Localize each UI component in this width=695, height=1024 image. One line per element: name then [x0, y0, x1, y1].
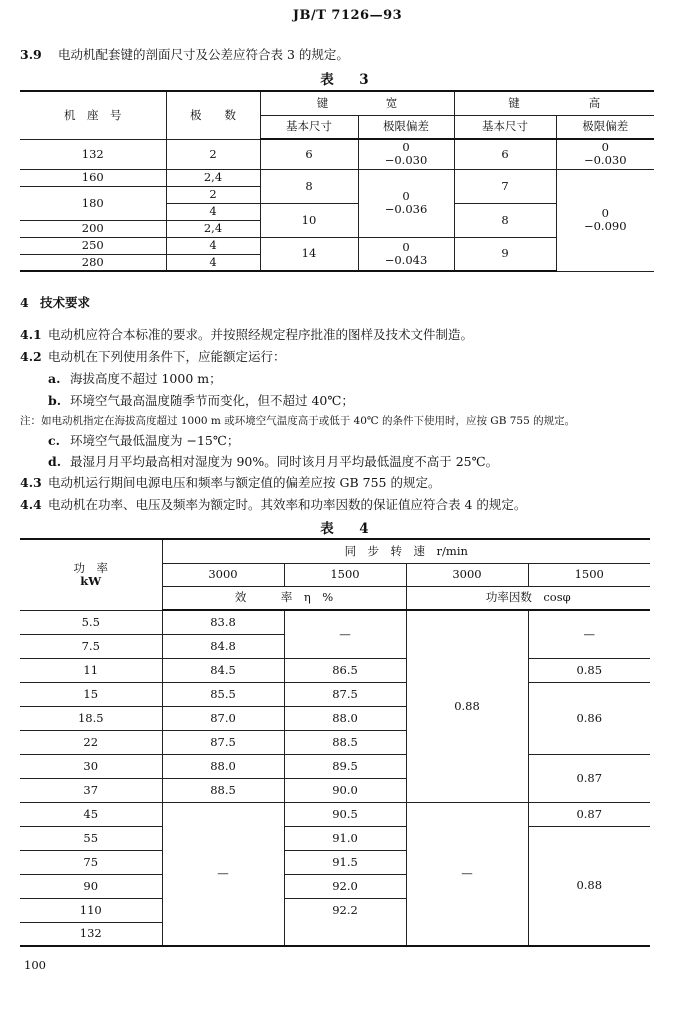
dev-lower: −0.030 — [583, 153, 627, 168]
item-label: a. — [48, 371, 61, 386]
dev-lower: −0.043 — [384, 252, 428, 267]
pf1500-cell: 0.86 — [528, 682, 650, 754]
eff1500-cell: 92.0 — [284, 874, 406, 898]
item-a — [48, 370, 222, 387]
frame-cell: 200 — [20, 220, 166, 237]
power-cell: 30 — [20, 754, 162, 778]
height-basic-cell: 6 — [454, 139, 556, 169]
item-text: 环境空气最低温度为 −15℃； — [70, 433, 240, 448]
power-cell: 90 — [20, 874, 162, 898]
section-text: 电动机应符合本标准的要求。并按照经规定程序批准的图样及技术文件制造。 — [48, 327, 474, 342]
pf3000-cell: 0.88 — [406, 610, 528, 802]
section-3-9 — [20, 46, 349, 63]
width-basic-cell: 6 — [260, 139, 358, 169]
header-width-basic: 基本尺寸 — [260, 115, 358, 139]
item-c — [48, 432, 239, 449]
item-label: b. — [48, 393, 62, 408]
header-power-label: 功 率 — [73, 560, 108, 575]
header-speed-3000-eff: 3000 — [162, 563, 284, 586]
dev-lower: −0.036 — [384, 202, 428, 216]
header-frame-number: 机 座 号 — [20, 91, 166, 139]
eff1500-cell: 91.5 — [284, 850, 406, 874]
width-basic-cell: 8 — [260, 169, 358, 203]
pf1500-cell: 0.88 — [528, 826, 650, 946]
section-4 — [20, 294, 90, 311]
eff3000-cell: 83.8 — [162, 610, 284, 634]
eff3000-cell: 87.0 — [162, 706, 284, 730]
section-text: 技术要求 — [40, 295, 91, 310]
eff3000-cell: 84.8 — [162, 634, 284, 658]
eff1500-cell: 90.0 — [284, 778, 406, 802]
item-text: 环境空气最高温度随季节而变化，但不超过 40℃； — [70, 393, 354, 408]
eff1500-cell: 91.0 — [284, 826, 406, 850]
eff1500-cell: 92.2 — [284, 898, 406, 946]
table-3 — [20, 90, 654, 272]
pf1500-cell: 0.87 — [528, 754, 650, 802]
item-label: d. — [48, 454, 62, 469]
note: 注：如电动机指定在海拔高度超过 1000 m 或环境空气温度高于或低于 40℃ 的条件下使用时，应按 GB 755 的规定。 — [20, 415, 576, 427]
eff1500-cell: 86.5 — [284, 658, 406, 682]
height-basic-cell: 8 — [454, 203, 556, 237]
header-sync-speed: 同 步 转 速 r/min — [162, 539, 650, 563]
height-deviation-cell — [556, 169, 654, 271]
pf1500-dash-cell: — — [528, 610, 650, 658]
section-number: 4.1 — [20, 327, 42, 342]
eff3000-cell: 85.5 — [162, 682, 284, 706]
pf1500-cell: 0.85 — [528, 658, 650, 682]
item-text: 最湿月月平均最高相对湿度为 90%。同时该月月平均最低温度不高于 25℃。 — [70, 454, 499, 469]
power-cell: 132 — [20, 922, 162, 946]
width-deviation-cell — [358, 237, 454, 271]
frame-cell: 132 — [20, 139, 166, 169]
eff1500-cell: 89.5 — [284, 754, 406, 778]
dev-upper: 0 — [402, 189, 410, 203]
poles-cell: 2 — [166, 139, 260, 169]
poles-cell: 4 — [166, 203, 260, 220]
eff3000-cell: 87.5 — [162, 730, 284, 754]
header-power-unit: kW — [80, 573, 102, 588]
power-cell: 11 — [20, 658, 162, 682]
power-cell: 7.5 — [20, 634, 162, 658]
width-deviation-cell — [358, 169, 454, 237]
frame-cell: 280 — [20, 254, 166, 271]
page-number: 100 — [24, 958, 46, 972]
header-power-factor: 功率因数 cosφ — [406, 586, 650, 610]
height-basic-cell: 9 — [454, 237, 556, 271]
header-efficiency: 效 率 η % — [162, 586, 406, 610]
header-speed-1500-eff: 1500 — [284, 563, 406, 586]
power-cell: 15 — [20, 682, 162, 706]
dev-upper: 0 — [402, 140, 410, 155]
eff1500-cell: 87.5 — [284, 682, 406, 706]
header-poles: 极 数 — [166, 91, 260, 139]
eff3000-cell: 88.0 — [162, 754, 284, 778]
dev-upper: 0 — [601, 140, 609, 155]
poles-cell: 2,4 — [166, 169, 260, 186]
header-width-deviation: 极限偏差 — [358, 115, 454, 139]
eff1500-cell: 88.5 — [284, 730, 406, 754]
dev-lower: −0.030 — [384, 153, 428, 168]
section-text: 电动机运行期间电源电压和频率与额定值的偏差应按 GB 755 的规定。 — [48, 475, 441, 490]
dev-lower: −0.090 — [583, 219, 627, 233]
header-height-deviation: 极限偏差 — [556, 115, 654, 139]
item-text: 海拔高度不超过 1000 m； — [70, 371, 222, 386]
header-height-basic: 基本尺寸 — [454, 115, 556, 139]
section-number: 3.9 — [20, 47, 42, 62]
eff1500-dash-cell: — — [284, 610, 406, 658]
eff3000-dash-cell: — — [162, 802, 284, 946]
power-cell: 75 — [20, 850, 162, 874]
table-4-title: 表 4 — [320, 521, 375, 537]
width-deviation-cell — [358, 139, 454, 169]
power-cell: 45 — [20, 802, 162, 826]
item-b — [48, 392, 354, 409]
eff3000-cell: 84.5 — [162, 658, 284, 682]
eff3000-cell: 88.5 — [162, 778, 284, 802]
section-4-2 — [20, 348, 286, 365]
section-number: 4.4 — [20, 497, 42, 512]
eff1500-cell: 88.0 — [284, 706, 406, 730]
section-text: 电动机配套键的剖面尺寸及公差应符合表 3 的规定。 — [58, 47, 349, 62]
document-header: JB/T 7126—93 — [292, 8, 403, 23]
section-4-4 — [20, 496, 526, 513]
height-deviation-cell — [556, 139, 654, 169]
item-label: c. — [48, 433, 60, 448]
power-cell: 5.5 — [20, 610, 162, 634]
header-key-width: 键 宽 — [260, 91, 454, 115]
section-text: 电动机在下列使用条件下，应能额定运行： — [48, 349, 286, 364]
section-4-3 — [20, 474, 440, 491]
frame-cell: 160 — [20, 169, 166, 186]
section-number: 4 — [20, 295, 29, 310]
poles-cell: 4 — [166, 237, 260, 254]
power-cell: 37 — [20, 778, 162, 802]
pf1500-cell: 0.87 — [528, 802, 650, 826]
eff1500-cell: 90.5 — [284, 802, 406, 826]
dev-upper: 0 — [402, 239, 410, 254]
pf3000-dash-cell: — — [406, 802, 528, 946]
section-text: 电动机在功率、电压及频率为额定时。其效率和功率因数的保证值应符合表 4 的规定。 — [48, 497, 527, 512]
section-number: 4.2 — [20, 349, 42, 364]
dev-upper: 0 — [601, 206, 609, 220]
section-4-1 — [20, 326, 473, 343]
power-cell: 18.5 — [20, 706, 162, 730]
width-basic-cell: 10 — [260, 203, 358, 237]
header-key-height: 键 高 — [454, 91, 654, 115]
poles-cell: 2 — [166, 186, 260, 203]
height-basic-cell: 7 — [454, 169, 556, 203]
table-4 — [20, 538, 650, 947]
power-cell: 22 — [20, 730, 162, 754]
poles-cell: 4 — [166, 254, 260, 271]
item-d — [48, 453, 498, 470]
power-cell: 110 — [20, 898, 162, 922]
table-3-title: 表 3 — [320, 72, 375, 88]
section-number: 4.3 — [20, 475, 42, 490]
header-speed-1500-pf: 1500 — [528, 563, 650, 586]
header-power — [20, 539, 162, 610]
poles-cell: 2,4 — [166, 220, 260, 237]
frame-cell: 250 — [20, 237, 166, 254]
frame-cell: 180 — [20, 186, 166, 220]
width-basic-cell: 14 — [260, 237, 358, 271]
header-speed-3000-pf: 3000 — [406, 563, 528, 586]
power-cell: 55 — [20, 826, 162, 850]
